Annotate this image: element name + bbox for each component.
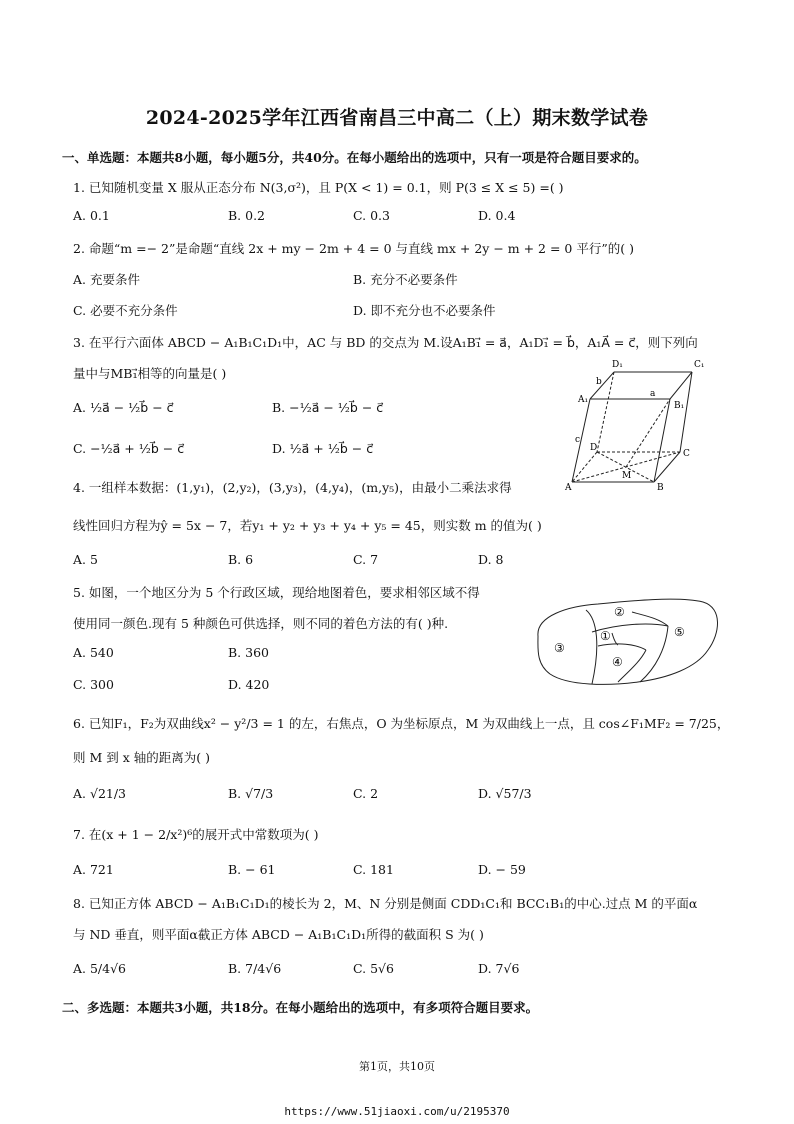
q2-option-c: C. 必要不充分条件	[73, 303, 178, 318]
q2-option-d: D. 即不充分也不必要条件	[353, 303, 496, 318]
section-heading-multi-choice: 二、多选题：本题共3小题，共18分。在每小题给出的选项中，有多项符合题目要求。	[62, 1000, 539, 1015]
q4-option-d: D. 8	[478, 552, 504, 567]
q1-option-b: B. 0.2	[228, 208, 266, 223]
q7-option-b: B. − 61	[228, 862, 276, 877]
label-vec-b: b	[596, 377, 602, 387]
label-vec-c: c	[575, 435, 581, 445]
question-8-stem-line1: 8. 已知正方体 ABCD − A₁B₁C₁D₁的棱长为 2，M、N 分别是侧面 CDD₁C₁和 BCC₁B₁的中心.过点 M 的平面α	[73, 896, 698, 911]
watermark-url: https://www.51jiaoxi.com/u/2195370	[284, 1105, 510, 1118]
label-c: C	[683, 449, 690, 459]
label-b1: B₁	[674, 401, 685, 411]
region-map-figure	[528, 588, 724, 688]
region-1-label: ①	[600, 629, 611, 643]
q8-option-d: D. 7√6	[478, 961, 520, 976]
label-c1: C₁	[694, 360, 705, 370]
q8-option-b: B. 7/4√6	[228, 961, 282, 976]
label-b: B	[657, 483, 664, 492]
region-5-label: ⑤	[674, 625, 685, 639]
label-m: M	[622, 471, 632, 481]
label-vec-a: a	[650, 389, 656, 399]
q5-option-c: C. 300	[73, 677, 114, 692]
label-d1: D₁	[612, 360, 623, 370]
q1-option-c: C. 0.3	[353, 208, 390, 223]
q6-option-a: A. √21/3	[73, 786, 127, 801]
q2-option-a: A. 充要条件	[73, 272, 140, 287]
q3-option-d: D. ½a⃗ + ½b⃗ − c⃗	[272, 441, 374, 456]
question-8-stem-line2: 与 ND 垂直，则平面α截正方体 ABCD − A₁B₁C₁D₁所得的截面积 S 为( )	[73, 927, 484, 942]
page-footer: 第1页，共10页	[359, 1060, 435, 1073]
q7-option-c: C. 181	[353, 862, 394, 877]
q4-option-a: A. 5	[73, 552, 98, 567]
question-7-stem: 7. 在(x + 1 − 2/x²)⁶的展开式中常数项为( )	[73, 827, 319, 842]
q1-option-a: A. 0.1	[73, 208, 110, 223]
q6-option-b: B. √7/3	[228, 786, 274, 801]
q8-option-c: C. 5√6	[353, 961, 394, 976]
q8-option-a: A. 5/4√6	[73, 961, 127, 976]
question-5-stem-line2: 使用同一颜色.现有 5 种颜色可供选择，则不同的着色方法的有( )种.	[73, 616, 449, 631]
q4-option-c: C. 7	[353, 552, 379, 567]
q5-option-d: D. 420	[228, 677, 270, 692]
question-6-stem-line2: 则 M 到 x 轴的距离为( )	[73, 750, 210, 765]
parallelepiped-figure	[562, 352, 712, 492]
question-1-stem: 1. 已知随机变量 X 服从正态分布 N(3,σ²)，且 P(X < 1) = 0.1，则 P(3 ≤ X ≤ 5) =( )	[73, 180, 564, 195]
q6-option-d: D. √57/3	[478, 786, 532, 801]
section-heading-single-choice: 一、单选题：本题共8小题，每小题5分，共40分。在每小题给出的选项中，只有一项是符合题目要求的。	[62, 150, 647, 165]
q6-option-c: C. 2	[353, 786, 379, 801]
q2-option-b: B. 充分不必要条件	[353, 272, 458, 287]
q5-option-a: A. 540	[73, 645, 114, 660]
question-2-stem: 2. 命题“m =− 2”是命题“直线 2x + my − 2m + 4 = 0 与直线 mx + 2y − m + 2 = 0 平行”的( )	[73, 241, 634, 256]
q5-option-b: B. 360	[228, 645, 269, 660]
question-5-stem-line1: 5. 如图，一个地区分为 5 个行政区域，现给地图着色，要求相邻区域不得	[73, 585, 480, 600]
label-a1: A₁	[578, 395, 589, 405]
region-2-label: ②	[614, 605, 625, 619]
label-d: D	[590, 443, 598, 453]
page-title: 2024-2025学年江西省南昌三中高二（上）期末数学试卷	[145, 107, 649, 129]
question-6-stem-line1: 6. 已知F₁，F₂为双曲线x² − y²/3 = 1 的左，右焦点，O 为坐标原点，M 为双曲线上一点，且 cos∠F₁MF₂ = 7/25，	[73, 716, 730, 731]
label-a: A	[565, 483, 572, 492]
region-4-label: ④	[612, 655, 623, 669]
question-3-stem-line2: 量中与MB₁⃗相等的向量是( )	[73, 366, 227, 381]
question-3-stem-line1: 3. 在平行六面体 ABCD − A₁B₁C₁D₁中，AC 与 BD 的交点为 M.设A₁B₁⃗ = a⃗，A₁D₁⃗ = b⃗，A₁A⃗ = c⃗，则下列向	[73, 335, 698, 350]
q3-option-c: C. −½a⃗ + ½b⃗ − c⃗	[73, 441, 185, 456]
q7-option-d: D. − 59	[478, 862, 526, 877]
q3-option-b: B. −½a⃗ − ½b⃗ − c⃗	[272, 400, 384, 415]
q1-option-d: D. 0.4	[478, 208, 516, 223]
q4-option-b: B. 6	[228, 552, 254, 567]
region-3-label: ③	[554, 641, 565, 655]
q3-option-a: A. ½a⃗ − ½b⃗ − c⃗	[73, 400, 174, 415]
question-4-stem-line2: 线性回归方程为ŷ = 5x − 7，若y₁ + y₂ + y₃ + y₄ + y₅ = 45，则实数 m 的值为( )	[73, 518, 542, 533]
q7-option-a: A. 721	[73, 862, 114, 877]
question-4-stem-line1: 4. 一组样本数据：(1,y₁)，(2,y₂)，(3,y₃)，(4,y₄)，(m,y₅)，由最小二乘法求得	[73, 480, 512, 495]
